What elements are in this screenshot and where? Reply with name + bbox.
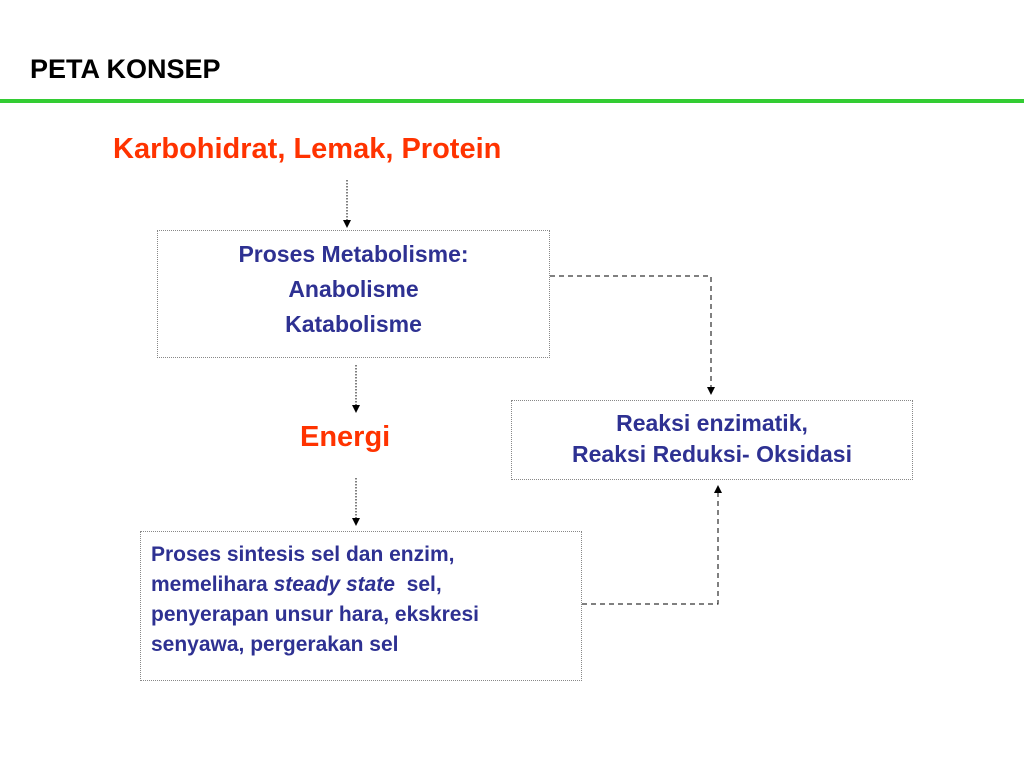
nutrient-source-label: Karbohidrat, Lemak, Protein xyxy=(113,133,502,165)
anabolism-label: Anabolisme xyxy=(288,276,419,302)
synthesis-line-1: Proses sintesis sel dan enzim, xyxy=(151,543,455,566)
catabolism-label: Katabolisme xyxy=(285,311,422,337)
energy-label: Energi xyxy=(300,421,391,453)
enzymatic-reaction-label: Reaksi enzimatik, xyxy=(616,410,808,436)
redox-reaction-label: Reaksi Reduksi- Oksidasi xyxy=(572,441,852,467)
metabolism-box-heading: Proses Metabolisme: xyxy=(238,241,469,267)
steady-state-term: steady state xyxy=(273,573,395,596)
synthesis-line-2-end: sel, xyxy=(394,573,442,596)
synthesis-line-2-start: memelihara xyxy=(151,573,274,596)
arrow-synthesis-to-reaction xyxy=(582,489,718,604)
synthesis-line-4: senyawa, pergerakan sel xyxy=(151,633,399,656)
arrow-metabolism-to-reaction xyxy=(550,276,711,391)
synthesis-line-3: penyerapan unsur hara, ekskresi xyxy=(151,603,479,626)
slide-title: PETA KONSEP xyxy=(30,54,221,84)
